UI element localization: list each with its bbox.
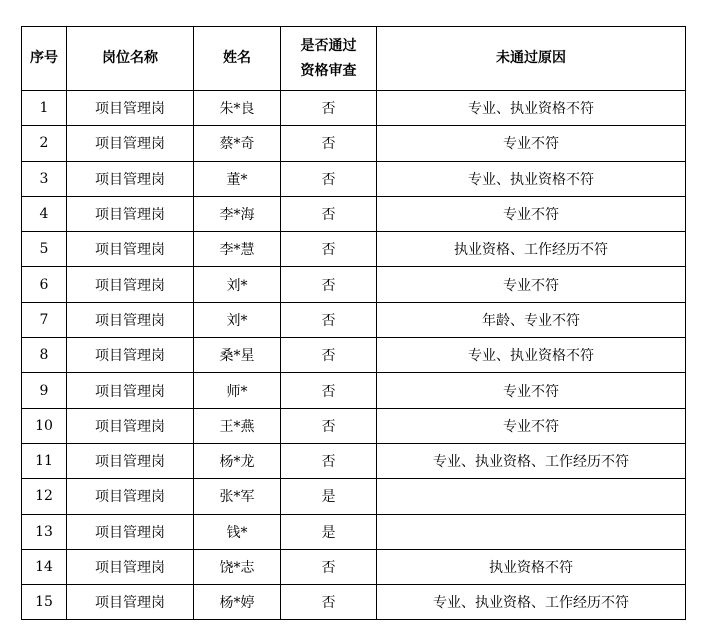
header-passed-line1: 是否通过 <box>300 37 357 54</box>
cell-post: 项目管理岗 <box>67 549 194 584</box>
table-row <box>22 373 686 408</box>
cell-name: 朱*良 <box>194 91 281 126</box>
cell-seq: 9 <box>22 373 67 408</box>
cell-name: 师* <box>194 373 281 408</box>
table-row <box>22 549 686 584</box>
cell-seq: 10 <box>22 408 67 443</box>
cell-passed: 否 <box>281 549 377 584</box>
qualification-review-table <box>21 26 686 620</box>
cell-reason <box>377 514 686 549</box>
cell-passed: 否 <box>281 126 377 161</box>
cell-passed: 否 <box>281 232 377 267</box>
header-post: 岗位名称 <box>67 27 194 91</box>
table-body <box>22 91 686 620</box>
cell-passed: 否 <box>281 91 377 126</box>
cell-seq: 5 <box>22 232 67 267</box>
cell-name: 饶*志 <box>194 549 281 584</box>
cell-seq: 15 <box>22 585 67 620</box>
cell-name: 桑*星 <box>194 338 281 373</box>
cell-reason: 专业不符 <box>377 126 686 161</box>
table-row <box>22 126 686 161</box>
cell-post: 项目管理岗 <box>67 232 194 267</box>
table-row <box>22 408 686 443</box>
cell-seq: 2 <box>22 126 67 161</box>
table-row <box>22 161 686 196</box>
cell-seq: 8 <box>22 338 67 373</box>
cell-post: 项目管理岗 <box>67 267 194 302</box>
cell-passed: 否 <box>281 338 377 373</box>
cell-reason: 专业不符 <box>377 196 686 231</box>
cell-name: 钱* <box>194 514 281 549</box>
table-row <box>22 338 686 373</box>
cell-seq: 13 <box>22 514 67 549</box>
cell-passed: 否 <box>281 585 377 620</box>
cell-reason: 年龄、专业不符 <box>377 302 686 337</box>
cell-seq: 14 <box>22 549 67 584</box>
cell-name: 董* <box>194 161 281 196</box>
table-row <box>22 585 686 620</box>
header-reason: 未通过原因 <box>377 27 686 91</box>
cell-name: 李*慧 <box>194 232 281 267</box>
cell-reason: 专业、执业资格不符 <box>377 161 686 196</box>
cell-seq: 7 <box>22 302 67 337</box>
table-row <box>22 91 686 126</box>
cell-passed: 否 <box>281 373 377 408</box>
table-row <box>22 267 686 302</box>
cell-passed: 否 <box>281 408 377 443</box>
cell-passed: 否 <box>281 196 377 231</box>
cell-reason: 专业、执业资格不符 <box>377 91 686 126</box>
cell-name: 王*燕 <box>194 408 281 443</box>
cell-seq: 12 <box>22 479 67 514</box>
cell-post: 项目管理岗 <box>67 514 194 549</box>
cell-post: 项目管理岗 <box>67 302 194 337</box>
cell-post: 项目管理岗 <box>67 373 194 408</box>
cell-post: 项目管理岗 <box>67 338 194 373</box>
table-row <box>22 232 686 267</box>
cell-reason: 执业资格、工作经历不符 <box>377 232 686 267</box>
cell-reason: 专业、执业资格不符 <box>377 338 686 373</box>
cell-passed: 否 <box>281 443 377 478</box>
cell-reason: 专业、执业资格、工作经历不符 <box>377 443 686 478</box>
cell-passed: 否 <box>281 267 377 302</box>
table-row <box>22 443 686 478</box>
cell-post: 项目管理岗 <box>67 91 194 126</box>
cell-name: 张*军 <box>194 479 281 514</box>
table-row <box>22 196 686 231</box>
cell-reason <box>377 479 686 514</box>
cell-reason: 执业资格不符 <box>377 549 686 584</box>
cell-name: 杨*婷 <box>194 585 281 620</box>
header-passed <box>281 27 377 91</box>
cell-post: 项目管理岗 <box>67 126 194 161</box>
cell-post: 项目管理岗 <box>67 196 194 231</box>
cell-name: 刘* <box>194 302 281 337</box>
cell-seq: 3 <box>22 161 67 196</box>
cell-seq: 6 <box>22 267 67 302</box>
cell-post: 项目管理岗 <box>67 161 194 196</box>
header-name: 姓名 <box>194 27 281 91</box>
cell-post: 项目管理岗 <box>67 443 194 478</box>
cell-name: 刘* <box>194 267 281 302</box>
cell-seq: 1 <box>22 91 67 126</box>
table-header-row <box>22 27 686 91</box>
header-seq: 序号 <box>22 27 67 91</box>
cell-post: 项目管理岗 <box>67 585 194 620</box>
cell-name: 杨*龙 <box>194 443 281 478</box>
cell-name: 蔡*奇 <box>194 126 281 161</box>
cell-reason: 专业不符 <box>377 373 686 408</box>
cell-reason: 专业不符 <box>377 408 686 443</box>
table-row <box>22 514 686 549</box>
cell-passed: 否 <box>281 302 377 337</box>
cell-reason: 专业、执业资格、工作经历不符 <box>377 585 686 620</box>
cell-post: 项目管理岗 <box>67 479 194 514</box>
table-row <box>22 479 686 514</box>
cell-name: 李*海 <box>194 196 281 231</box>
cell-reason: 专业不符 <box>377 267 686 302</box>
table-row <box>22 302 686 337</box>
cell-passed: 否 <box>281 161 377 196</box>
cell-passed: 是 <box>281 479 377 514</box>
cell-seq: 4 <box>22 196 67 231</box>
cell-seq: 11 <box>22 443 67 478</box>
cell-passed: 是 <box>281 514 377 549</box>
header-passed-line2: 资格审查 <box>300 62 357 79</box>
cell-post: 项目管理岗 <box>67 408 194 443</box>
